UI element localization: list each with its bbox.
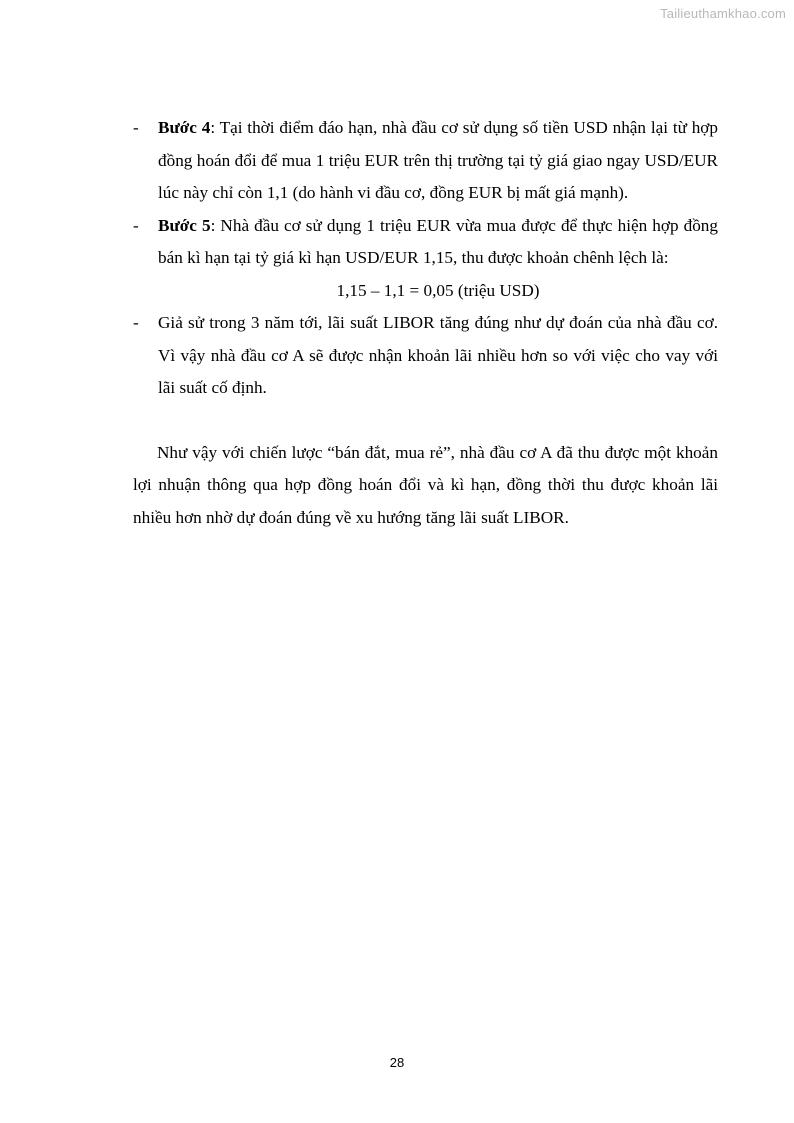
step-label: Bước 5 xyxy=(158,215,211,235)
bullet-step-5 xyxy=(133,210,718,275)
watermark-text: Tailieuthamkhao.com xyxy=(660,6,786,21)
bullet-dash: - xyxy=(133,313,139,332)
step-label: Bước 4 xyxy=(158,118,211,137)
bullet-step-4 xyxy=(133,112,718,210)
conclusion-paragraph: Như vậy với chiến lược “bán đắt, mua rẻ”, nhà đầu cơ A đã thu được một khoản lợi nhuận thông qua hợp đồng hoán đổi và kì hạn, đồng thời thu được khoản lãi nhiều hơn nhờ dự đoán đúng về xu hướng tăng lãi suất LIBOR. xyxy=(133,442,718,527)
page-number: 28 xyxy=(389,1055,405,1070)
bullet-dash: - xyxy=(133,118,139,137)
formula-line: 1,15 – 1,1 = 0,05 (triệu USD) xyxy=(336,280,540,300)
bullet-libor-assumption xyxy=(133,307,718,405)
document-body xyxy=(133,112,718,534)
paragraph-spacer xyxy=(133,405,718,437)
bullet-dash: - xyxy=(133,215,139,235)
bullet-text: Giả sử trong 3 năm tới, lãi suất LIBOR tăng đúng như dự đoán của nhà đầu cơ. Vì vậy nhà đầu cơ A sẽ được nhận khoản lãi nhiều hơn so với việc cho vay với lãi suất cố định. xyxy=(158,313,718,397)
step-text: : Tại thời điểm đáo hạn, nhà đầu cơ sử dụng số tiền USD nhận lại từ hợp đồng hoán đổi để mua 1 triệu EUR trên thị trường tại tỷ giá giao ngay USD/EUR lúc này chỉ còn 1,1 (do hành vi đầu cơ, đồng EUR bị mất giá mạnh). xyxy=(158,118,718,202)
step-text: : Nhà đầu cơ sử dụng 1 triệu EUR vừa mua được để thực hiện hợp đồng bán kì hạn tại tỷ giá kì hạn USD/EUR 1,15, thu được khoản chênh lệch là: xyxy=(158,215,718,267)
